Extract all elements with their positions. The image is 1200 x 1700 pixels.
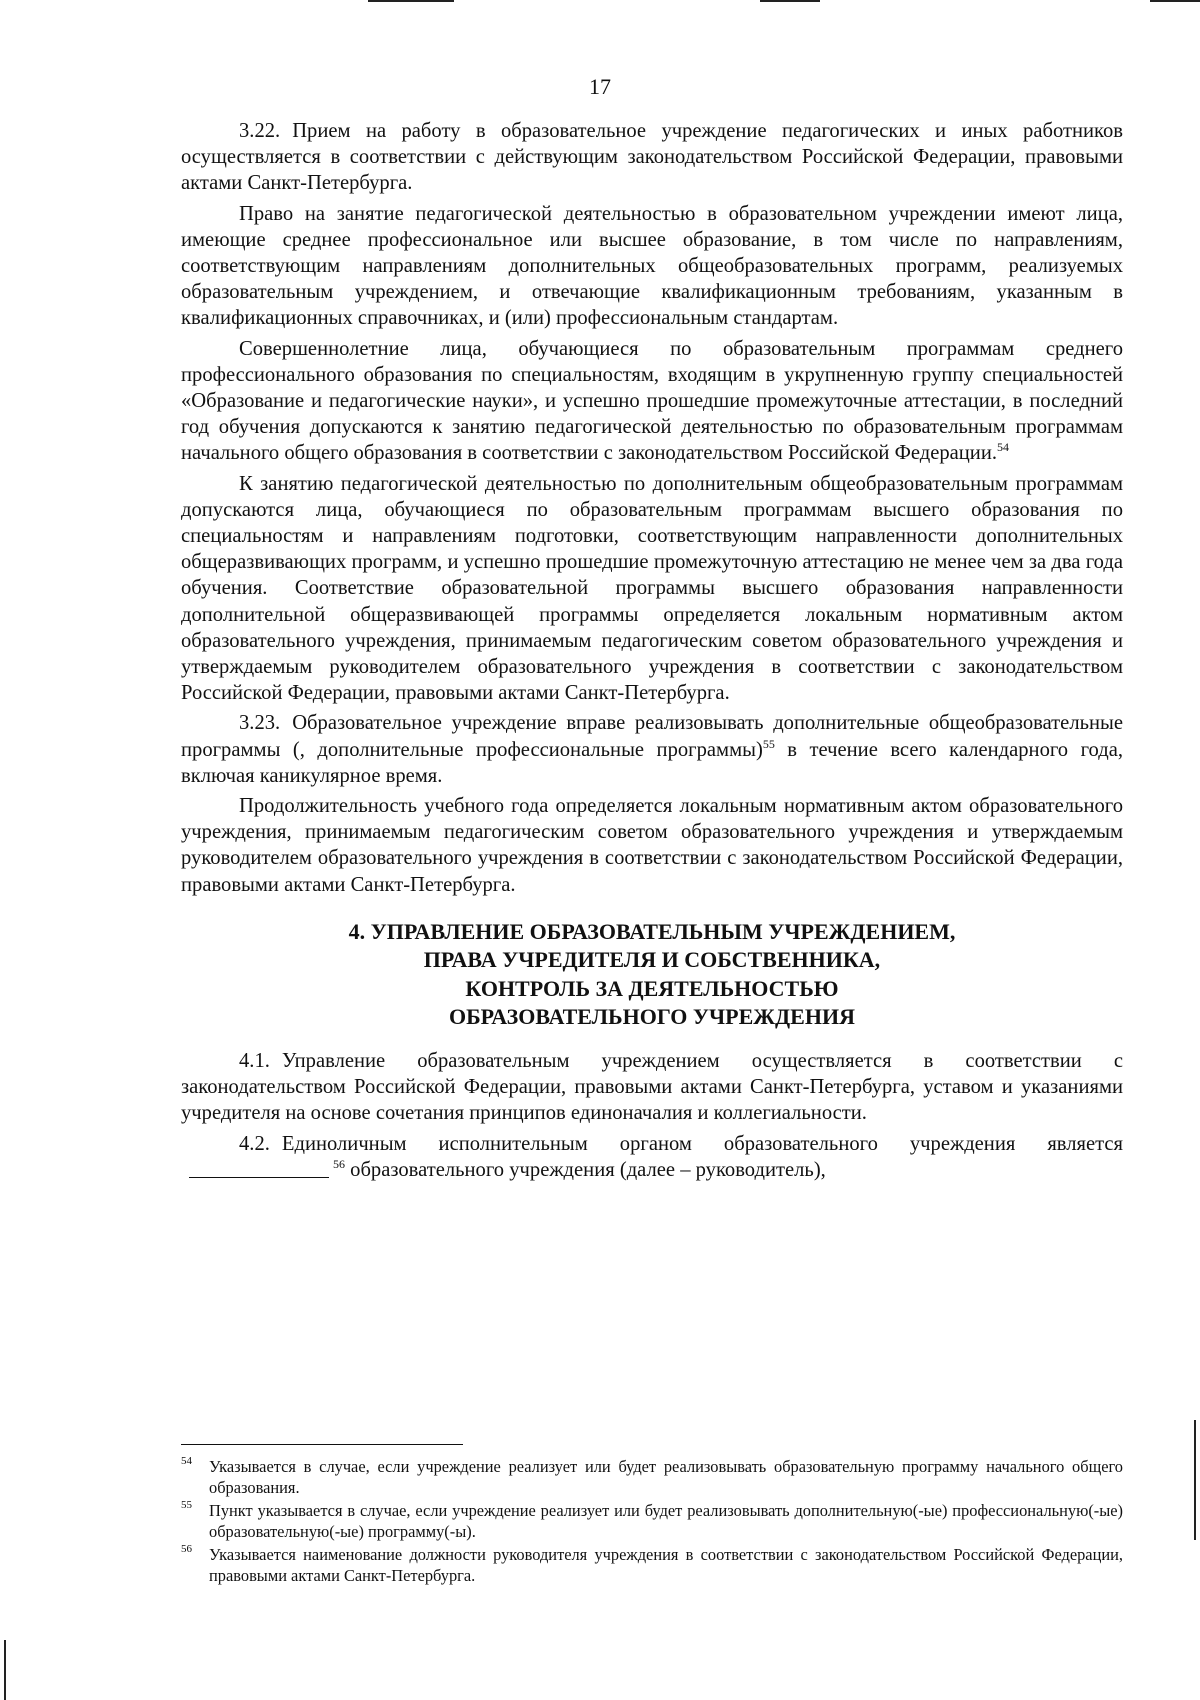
heading-line: 4. УПРАВЛЕНИЕ ОБРАЗОВАТЕЛЬНЫМ УЧРЕЖДЕНИЕМ,: [348, 918, 956, 944]
scan-mark: [760, 0, 820, 2]
paragraph: [181, 1048, 1123, 1127]
footnote-number: 54: [181, 1455, 192, 1467]
paragraph-text-tail: образовательного учреждения (далее – руководитель),: [345, 1158, 826, 1181]
footnote-reference[interactable]: 54: [997, 440, 1009, 455]
heading-line: ПРАВА УЧРЕДИТЕЛЯ И СОБСТВЕННИКА,: [423, 947, 881, 973]
footnote: [181, 1500, 1123, 1542]
paragraph: [181, 1131, 1123, 1183]
clause-number: 4.2.: [239, 1132, 270, 1155]
paragraph: [181, 118, 1123, 197]
footnote-reference[interactable]: 56: [333, 1156, 345, 1171]
clause-number: 4.1.: [239, 1049, 270, 1072]
footnote-text: Указывается в случае, если учреждение реализует или будет реализовывать образовательную программу начального общего образования.: [209, 1457, 1123, 1497]
footnote-number: 55: [181, 1499, 192, 1511]
section-heading: [181, 918, 1123, 1032]
paragraph-text-tail: в течение всего календарного года, включая каникулярное время.: [181, 738, 1123, 787]
clause-number: 3.23.: [239, 712, 281, 735]
scan-mark: [1150, 0, 1200, 2]
footnote-number: 56: [181, 1543, 192, 1555]
paragraph-text: Совершеннолетние лица, обучающиеся по образовательным программам среднего профессионального образования по специальностям, входящим в укрупненную группу специальностей «Образование и педагогические науки», и успешно прошедшие промежуточные аттестации, в последний год обучения допускаются к занятию педагогической деятельностью по образовательным программам начального общего образования в соответствии с законодательством Российской Федерации.: [181, 337, 1123, 465]
heading-line: КОНТРОЛЬ ЗА ДЕЯТЕЛЬНОСТЬЮ: [465, 975, 839, 1001]
paragraph: [181, 471, 1123, 707]
footnote: [181, 1456, 1123, 1498]
paragraph-text: К занятию педагогической деятельностью по дополнительным общеобразовательным программам допускаются лица, обучающиеся по образовательным программам высшего образования по специальностям и направлениям подготовки, соответствующим направленности дополнительных общеразвивающих программ, и успешно прошедшие промежуточную аттестацию не менее чем за два года обучения. Соответствие образовательной программы высшего образования направленности дополнительной общеразвивающей программы определяется локальным нормативным актом образовательного учреждения, принимаемым педагогическим советом образовательного учреждения и утверждаемым руководителем образовательного учреждения в соответствии с законодательством Российской Федерации, правовыми актами Санкт-Петербурга.: [181, 472, 1123, 705]
footnote-text: Пункт указывается в случае, если учреждение реализует или будет реализовывать дополнительную(-ые) профессиональную(-ые) образовательную(-ые) программу(-ы).: [209, 1501, 1123, 1541]
paragraph-text: Образовательное учреждение вправе реализовывать дополнительные общеобразовательные программы (, дополнительные профессиональные программы): [181, 712, 1123, 761]
clause-number: 3.22.: [239, 120, 281, 142]
paragraph-text: Единоличным исполнительным органом образовательного учреждения является: [281, 1132, 1123, 1155]
paragraph-text: Право на занятие педагогической деятельностью в образовательном учреждении имеют лица, имеющие среднее профессиональное или высшее образование, в том числе по направлениям, соответствующим направлениям дополнительных общеобразовательных программ, реализуемых образовательным учреждением, и отвечающие квалификационным требованиям, указанным в квалификационных справочниках, и (или) профессиональным стандартам.: [181, 202, 1123, 330]
footnote-separator: [181, 1444, 463, 1445]
footnote-reference[interactable]: 55: [762, 736, 775, 751]
paragraph: [181, 201, 1123, 332]
paragraph-text: Управление образовательным учреждением осуществляется в соответствии с законодательством Российской Федерации, правовыми актами Санкт-Петербурга, уставом и указаниями учредителя на основе сочетания принципов единоначалия и коллегиальности.: [181, 1049, 1123, 1125]
footnote-text: Указывается наименование должности руководителя учреждения в соответствии с законодательством Российской Федерации, правовыми актами Санкт-Петербурга.: [209, 1545, 1123, 1585]
scan-mark: [1194, 1420, 1196, 1540]
paragraph: [181, 793, 1123, 898]
footnotes: [181, 1456, 1123, 1588]
blank-fill-line: [189, 1159, 329, 1178]
paragraph-text: Продолжительность учебного года определяется локальным нормативным актом образовательного учреждения, принимаемым педагогическим советом образовательного учреждения и утверждаемым руководителем образовательного учреждения в соответствии с законодательством Российской Федерации, правовыми актами Санкт-Петербурга.: [181, 795, 1123, 896]
document-body: [181, 118, 1123, 1187]
paragraph-text: Прием на работу в образовательное учреждение педагогических и иных работников осуществляется в соответствии с действующим законодательством Российской Федерации, правовыми актами Санкт-Петербурга.: [181, 120, 1123, 195]
paragraph: [181, 336, 1123, 467]
footnote: [181, 1544, 1123, 1586]
paragraph: [181, 710, 1123, 789]
scan-mark: [4, 1640, 6, 1700]
heading-line: ОБРАЗОВАТЕЛЬНОГО УЧРЕЖДЕНИЯ: [449, 1004, 855, 1030]
scan-mark: [368, 0, 454, 2]
page-number: 17: [589, 74, 611, 99]
